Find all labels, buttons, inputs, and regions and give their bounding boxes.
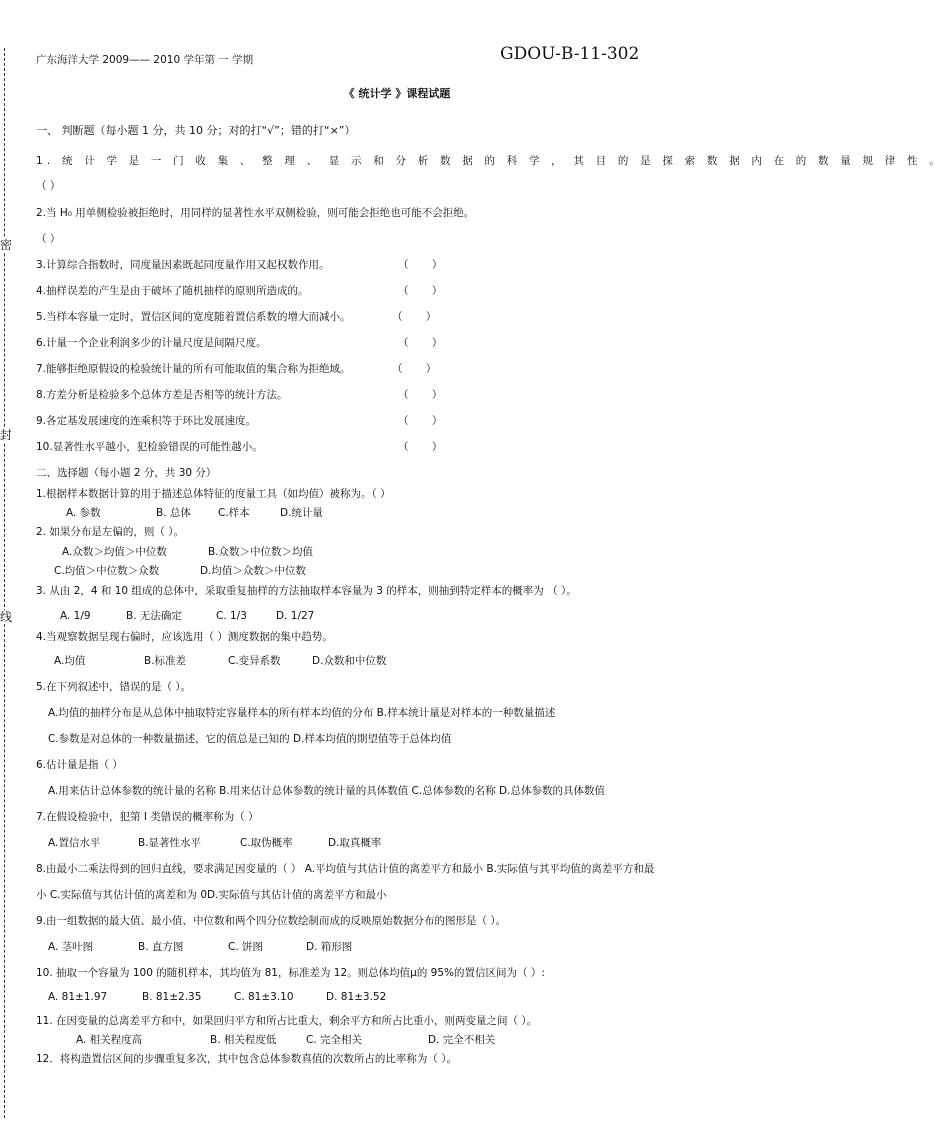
margin-char-xian: 线 — [0, 610, 13, 624]
tf-item-10: 10.显著性水平越小，犯检验错误的可能性越小。 — [36, 441, 263, 453]
margin-char-feng: 封 — [0, 428, 13, 442]
tf-item-7-paren: （ ） — [392, 363, 437, 375]
tf-item-5-paren: （ ） — [392, 311, 437, 323]
mc-q5-options-line2: C.参数是对总体的一种数量描述，它的值总是已知的 D.样本均值的期望值等于总体均值 — [48, 733, 452, 745]
mc-q1-option-b: B. 总体 — [156, 507, 191, 519]
tf-item-6: 6.计量一个企业利润多少的计量尺度是间隔尺度。 — [36, 337, 267, 349]
tf-item-7: 7.能够拒绝原假设的检验统计量的所有可能取值的集合称为拒绝域。 — [36, 363, 351, 375]
section1-heading: 一、 判断题（每小题 1 分，共 10 分；对的打“√”；错的打“×”） — [36, 124, 356, 137]
mc-q3-option-c: C. 1/3 — [216, 610, 247, 622]
mc-q1-options — [66, 505, 323, 520]
tf-item-4: 4.抽样误差的产生是由于破坏了随机抽样的原则所造成的。 — [36, 285, 309, 297]
mc-q10-options — [48, 991, 386, 1003]
mc-q9-option-a: A. 茎叶图 — [48, 941, 94, 953]
mc-q7-option-c: C.取伪概率 — [240, 837, 293, 849]
tf-item-9-paren: （ ） — [398, 415, 443, 427]
mc-q1-stem: 1.根据样本数据计算的用于描述总体特征的度量工具（如均值）被称为。（ ） — [36, 488, 391, 500]
mc-q11-options — [76, 1032, 495, 1047]
mc-q5-stem: 5.在下列叙述中，错误的是（ ）。 — [36, 681, 192, 693]
tf-item-3-paren: （ ） — [398, 259, 443, 271]
mc-q7-option-a: A.置信水平 — [48, 837, 101, 849]
tf-item-10-paren: （ ） — [398, 441, 443, 453]
mc-q11-option-c: C. 完全相关 — [306, 1034, 363, 1046]
tf-item-8-paren: （ ） — [398, 389, 443, 401]
mc-q7-options — [48, 835, 381, 850]
mc-q2-options-row1 — [62, 544, 313, 559]
mc-q4-stem: 4.当观察数据呈现右偏时，应该选用（ ）测度数据的集中趋势。 — [36, 631, 333, 643]
mc-q7-stem: 7.在假设检验中，犯第 I 类错误的概率称为（ ） — [36, 811, 259, 823]
margin-char-mi: 密 — [0, 238, 13, 252]
mc-q9-stem: 9.由一组数据的最大值、最小值、中位数和两个四分位数绘制而成的反映原始数据分布的图形是（ ）。 — [36, 915, 507, 927]
header-school-term: 广东海洋大学 2009—— 2010 学年第 一 学期 — [36, 54, 254, 66]
tf-item-5: 5.当样本容量一定时，置信区间的宽度随着置信系数的增大而减小。 — [36, 311, 351, 323]
mc-q2-option-d: D.均值＞众数＞中位数 — [200, 565, 306, 577]
mc-q12-stem: 12．将构造置信区间的步骤重复多次，其中包含总体参数真值的次数所占的比率称为（ ）。 — [36, 1053, 457, 1065]
tf-item-4-paren: （ ） — [398, 285, 443, 297]
mc-q11-option-d: D. 完全不相关 — [428, 1034, 496, 1046]
mc-q8-line1: 8.由最小二乘法得到的回归直线，要求满足因变量的（ ） A.平均值与其估计值的离差平方和最小 B.实际值与其平均值的离差平方和最 — [36, 863, 655, 875]
mc-q4-option-c: C.变异系数 — [228, 655, 281, 667]
mc-q7-option-d: D.取真概率 — [328, 837, 382, 849]
tf-item-1: 1. 统 计 学 是 一 门 收 集 、 整 理 、 显 示 和 分 析 数 据 的 科 学 ， 其 目 的 是 探 索 数 据 内 在 的 数 量 规 律 性 。 — [36, 155, 944, 167]
header-exam-code: GDOU-B-11-302 — [500, 44, 640, 64]
mc-q1-option-d: D.统计量 — [280, 507, 323, 519]
section2-heading: 二、选择题（每小题 2 分，共 30 分） — [36, 467, 217, 479]
mc-q1-option-a: A. 参数 — [66, 507, 101, 519]
mc-q3-option-a: A. 1/9 — [60, 610, 91, 622]
tf-item-1-paren: （ ） — [36, 180, 61, 192]
mc-q2-option-b: B.众数＞中位数＞均值 — [208, 546, 314, 558]
mc-q6-stem: 6.估计量是指（ ） — [36, 759, 123, 771]
mc-q9-options — [48, 939, 352, 954]
tf-item-8: 8.方差分析是检验多个总体方差是否相等的统计方法。 — [36, 389, 288, 401]
mc-q11-option-a: A. 相关程度高 — [76, 1034, 143, 1046]
mc-q4-options — [54, 653, 386, 668]
tf-item-6-paren: （ ） — [398, 337, 443, 349]
mc-q4-option-d: D.众数和中位数 — [312, 655, 387, 667]
mc-q11-option-b: B. 相关程度低 — [210, 1034, 277, 1046]
mc-q3-stem: 3. 从由 2，4 和 10 组成的总体中，采取重复抽样的方法抽取样本容量为 3 的样本，则抽到特定样本的概率为 （ ）。 — [36, 585, 577, 597]
mc-q2-option-c: C.均值＞中位数＞众数 — [54, 565, 160, 577]
mc-q10-option-a: A. 81±1.97 — [48, 991, 108, 1003]
tf-item-2: 2.当 H₀ 用单侧检验被拒绝时，用同样的显著性水平双侧检验，则可能会拒绝也可能不会拒绝。 — [36, 207, 475, 219]
tf-item-2-paren: （ ） — [36, 233, 61, 245]
mc-q10-option-b: B. 81±2.35 — [142, 991, 202, 1003]
mc-q2-option-a: A.众数＞均值＞中位数 — [62, 546, 167, 558]
mc-q2-stem: 2. 如果分布是左偏的，则（ ）。 — [36, 526, 184, 538]
mc-q5-options-line1: A.均值的抽样分布是从总体中抽取特定容量样本的所有样本均值的分布 B.样本统计量是对样本的一种数量描述 — [48, 707, 556, 719]
mc-q6-options-line1: A.用来估计总体参数的统计量的名称 B.用来估计总体参数的统计量的具体数值 C.总体参数的名称 D.总体参数的具体数值 — [48, 785, 605, 797]
mc-q7-option-b: B.显著性水平 — [138, 837, 202, 849]
mc-q4-option-a: A.均值 — [54, 655, 86, 667]
mc-q11-stem: 11. 在因变量的总离差平方和中，如果回归平方和所占比重大，剩余平方和所占比重小，则两变量之间（ ）。 — [36, 1015, 538, 1027]
mc-q9-option-d: D. 箱形图 — [306, 941, 353, 953]
mc-q3-options — [60, 608, 314, 623]
tf-item-3: 3.计算综合指数时，同度量因素既起同度量作用又起权数作用。 — [36, 259, 330, 271]
mc-q3-option-d: D. 1/27 — [276, 610, 315, 622]
mc-q9-option-b: B. 直方图 — [138, 941, 184, 953]
tf-item-9: 9.各定基发展速度的连乘积等于环比发展速度。 — [36, 415, 257, 427]
mc-q3-option-b: B. 无法确定 — [126, 610, 182, 622]
mc-q2-options-row2 — [54, 563, 306, 578]
binding-margin-line — [4, 48, 5, 1118]
page-title: 《 统计学 》课程试题 — [343, 87, 451, 100]
mc-q10-option-d: D. 81±3.52 — [326, 991, 387, 1003]
mc-q4-option-b: B.标准差 — [144, 655, 187, 667]
mc-q8-line2: 小 C.实际值与其估计值的离差和为 0D.实际值与其估计值的离差平方和最小 — [36, 889, 387, 901]
mc-q9-option-c: C. 饼图 — [228, 941, 264, 953]
mc-q10-stem: 10. 抽取一个容量为 100 的随机样本，其均值为 81，标准差为 12。则总体均值μ的 95%的置信区间为（ ）: — [36, 967, 545, 979]
mc-q1-option-c: C.样本 — [218, 507, 250, 519]
mc-q10-option-c: C. 81±3.10 — [234, 991, 294, 1003]
